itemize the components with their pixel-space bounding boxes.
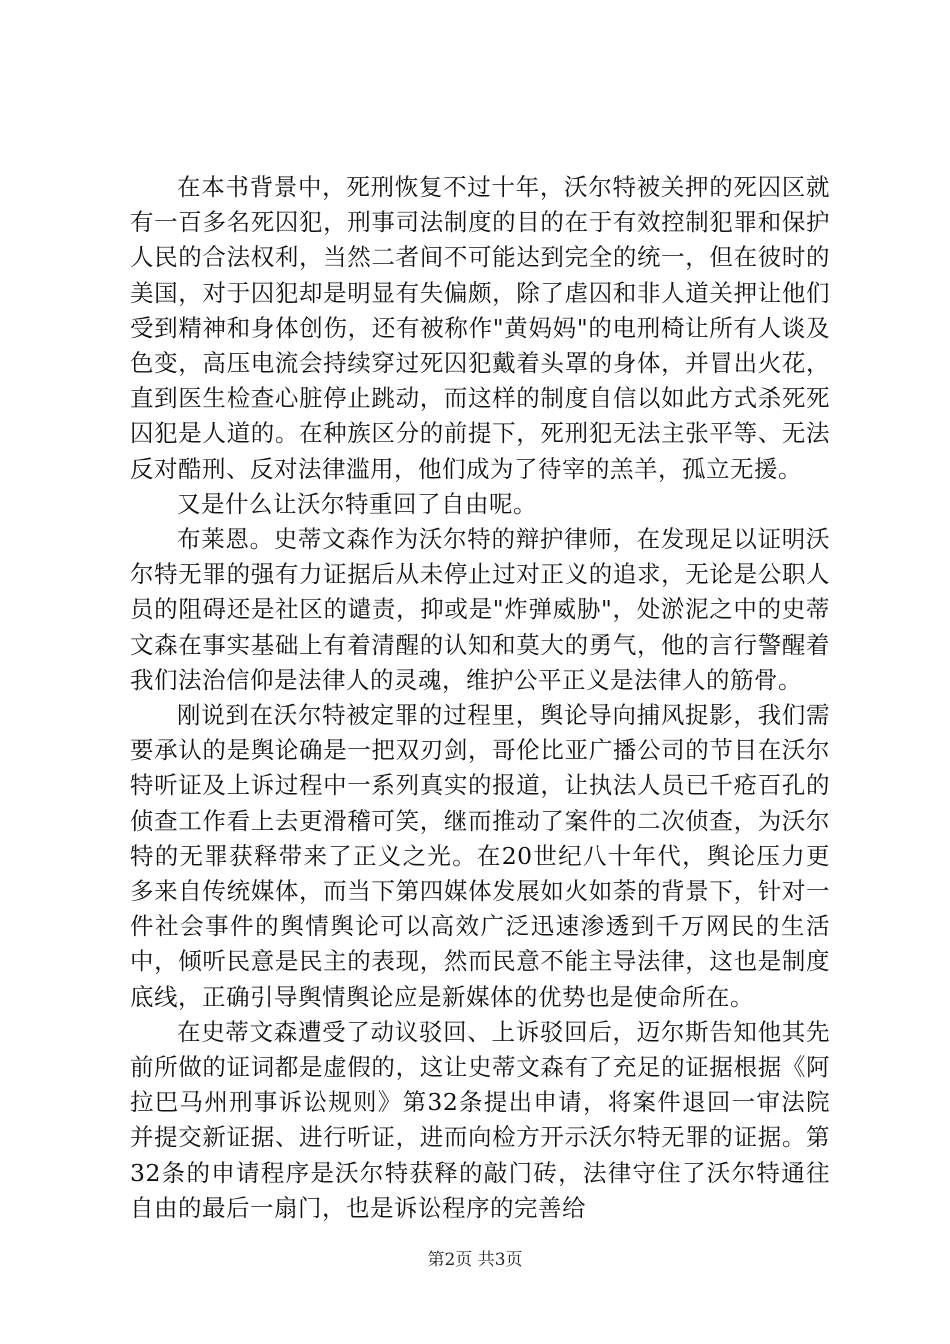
document-body <box>130 170 830 1226</box>
paragraph: 在本书背景中，死刑恢复不过十年，沃尔特被关押的死囚区就有一百多名死囚犯，刑事司法制度的目的在于有效控制犯罪和保护人民的合法权利，当然二者间不可能达到完全的统一，但在彼时的美国，对于囚犯却是明显有失偏颇，除了虐囚和非人道关押让他们受到精神和身体创伤，还有被称作"黄妈妈"的电刑椅让所有人谈及色变，高压电流会持续穿过死囚犯戴着头罩的身体，并冒出火花，直到医生检查心脏停止跳动，而这样的制度自信以如此方式杀死死囚犯是人道的。在种族区分的前提下，死刑犯无法主张平等、无法反对酷刑、反对法律滥用，他们成为了待宰的羔羊，孤立无援。 <box>130 173 830 483</box>
paragraph: 又是什么让沃尔特重回了自由呢。 <box>177 489 537 518</box>
paragraph: 刚说到在沃尔特被定罪的过程里，舆论导向捕风捉影，我们需要承认的是舆论确是一把双刃剑，哥伦比亚广播公司的节目在沃尔特听证及上诉过程中一系列真实的报道，让执法人员已千疮百孔的侦查工作看上去更滑稽可笑，继而推动了案件的二次侦查，为沃尔特的无罪获释带来了正义之光。在20世纪八十年代，舆论压力更多来自传统媒体，而当下第四媒体发展如火如荼的背景下，针对一件社会事件的舆情舆论可以高效广泛迅速渗透到千万网民的生活中，倾听民意是民主的表现，然而民意不能主导法律，这也是制度底线，正确引导舆情舆论应是新媒体的优势也是使命所在。 <box>130 701 830 1011</box>
page-footer: 第2页 共3页 <box>427 1250 523 1270</box>
paragraph: 在史蒂文森遭受了动议驳回、上诉驳回后，迈尔斯告知他其先前所做的证词都是虚假的，这让史蒂文森有了充足的证据根据《阿拉巴马州刑事诉讼规则》第32条提出申请，将案件退回一审法院并提交新证据、进行听证，进而向检方开示沃尔特无罪的证据。第32条的申请程序是沃尔特获释的敲门砖，法律守住了沃尔特通往自由的最后一扇门，也是诉讼程序的完善给 <box>130 1017 830 1222</box>
paragraph: 布莱恩。史蒂文森作为沃尔特的辩护律师，在发现足以证明沃尔特无罪的强有力证据后从未停止过对正义的追求，无论是公职人员的阻碍还是社区的谴责，抑或是"炸弹威胁"，处淤泥之中的史蒂文森在事实基础上有着清醒的认知和莫大的勇气，他的言行警醒着我们法治信仰是法律人的灵魂，维护公平正义是法律人的筋骨。 <box>130 525 830 694</box>
